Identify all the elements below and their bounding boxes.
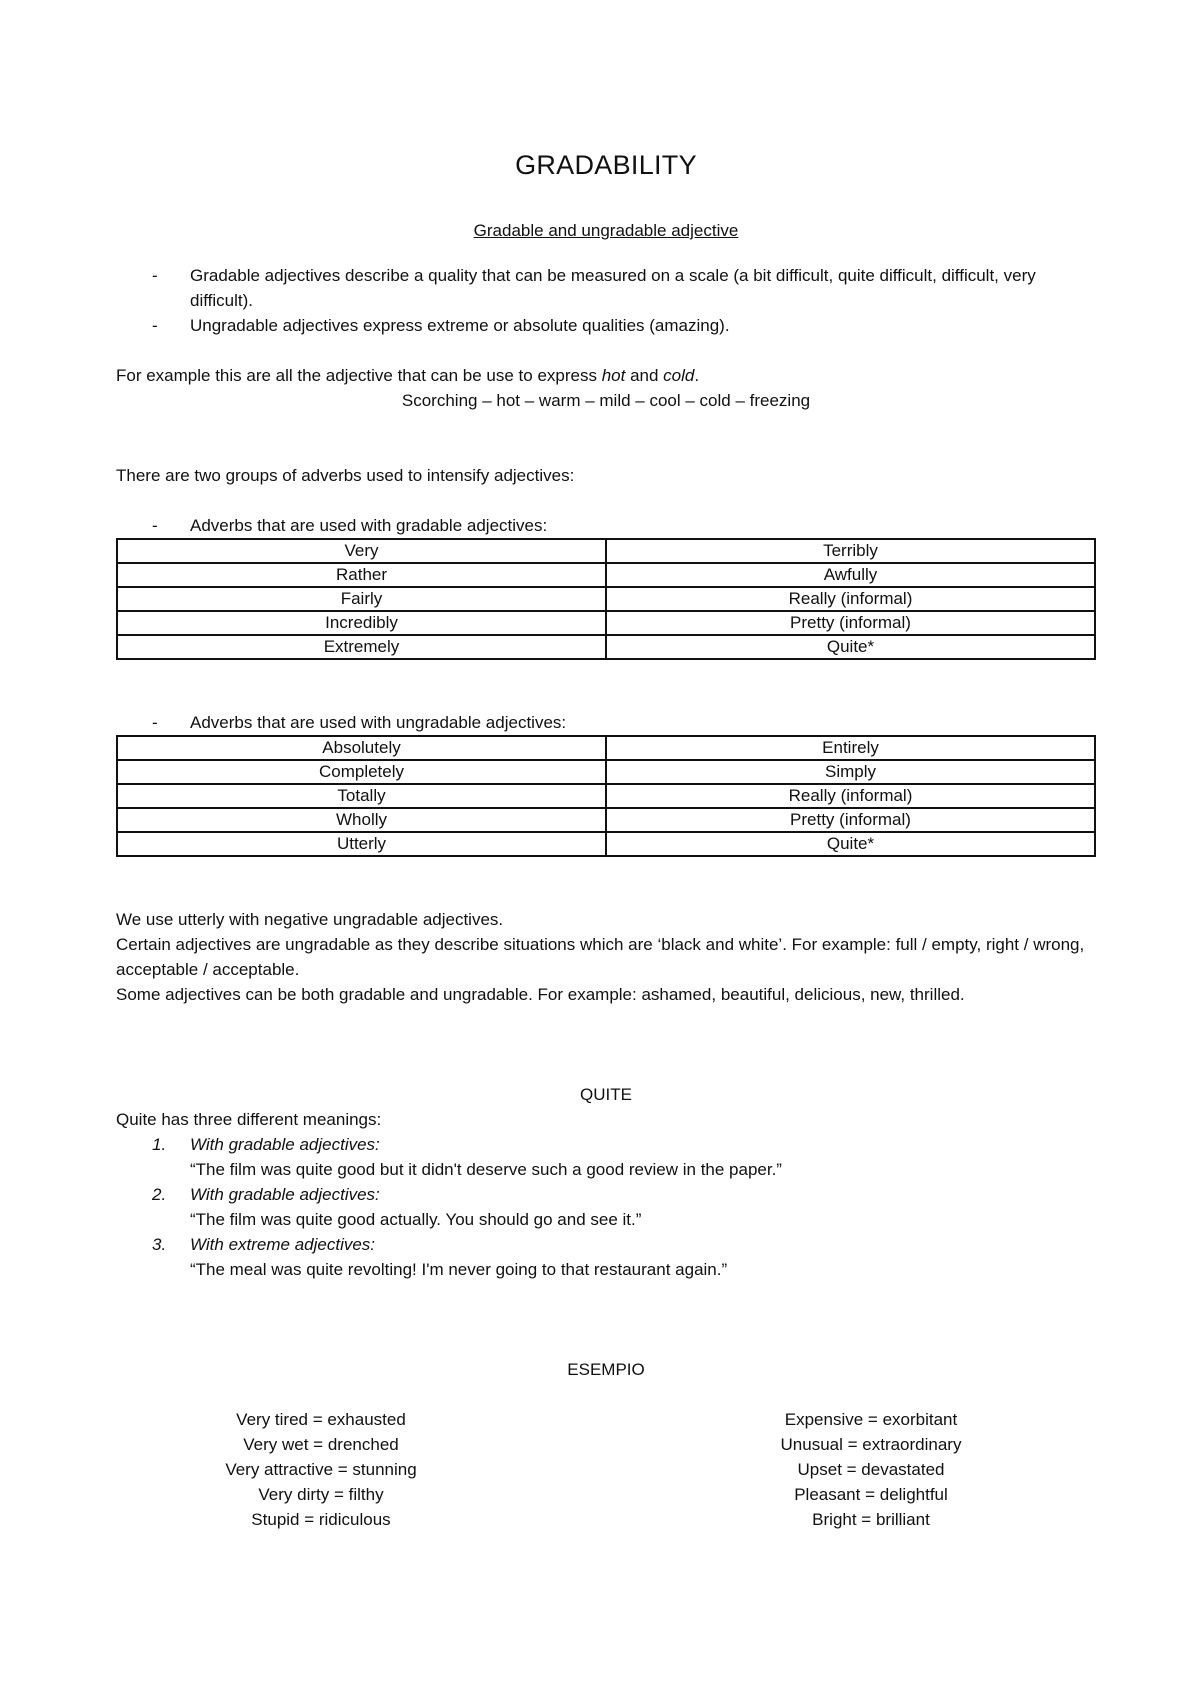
note-utterly: We use utterly with negative ungradable adjectives. bbox=[116, 910, 504, 929]
table-row bbox=[117, 784, 1095, 808]
table-cell: Fairly bbox=[117, 587, 606, 611]
example-prefix: For example this are all the adjective that can be use to express bbox=[116, 366, 602, 385]
table-row bbox=[117, 832, 1095, 856]
table-cell: Quite* bbox=[606, 832, 1095, 856]
gradable-adverbs-table bbox=[116, 538, 1096, 660]
table-cell: Incredibly bbox=[117, 611, 606, 635]
table-cell: Rather bbox=[117, 563, 606, 587]
table-row bbox=[117, 736, 1095, 760]
intro-list bbox=[116, 263, 1096, 338]
example-sentence bbox=[116, 363, 1096, 388]
item-number: 3. bbox=[152, 1235, 167, 1254]
item-label: With gradable adjectives: bbox=[190, 1135, 380, 1154]
item-number: 2. bbox=[152, 1185, 167, 1204]
intro-point: - Ungradable adjectives express extreme or absolute qualities (amazing). bbox=[116, 313, 1096, 338]
example-pair: Very tired = exhausted bbox=[236, 1410, 406, 1429]
item-quote: “The meal was quite revolting! I'm never going to that restaurant again.” bbox=[190, 1260, 728, 1279]
table-cell: Extremely bbox=[117, 635, 606, 659]
example-and: and bbox=[625, 366, 664, 385]
page-title: GRADABILITY bbox=[515, 150, 697, 180]
quite-intro: Quite has three different meanings: bbox=[116, 1110, 382, 1129]
table-cell: Awfully bbox=[606, 563, 1095, 587]
table-cell: Entirely bbox=[606, 736, 1095, 760]
table-cell: Quite* bbox=[606, 635, 1095, 659]
gradable-heading: - Adverbs that are used with gradable adjectives: bbox=[116, 513, 1096, 538]
table-cell: Absolutely bbox=[117, 736, 606, 760]
example-pair: Very dirty = filthy bbox=[258, 1485, 384, 1504]
item-number: 1. bbox=[152, 1135, 167, 1154]
table-row bbox=[117, 539, 1095, 563]
document-content bbox=[116, 148, 1096, 1532]
example-pair: Pleasant = delightful bbox=[794, 1485, 948, 1504]
note-black-and-white: Certain adjectives are ungradable as they describe situations which are ‘black and white’. For example: full / empty, right / wrong, acceptable / acceptable. bbox=[116, 935, 1085, 979]
gradable-heading-list bbox=[116, 513, 1096, 538]
table-row bbox=[117, 587, 1095, 611]
table-cell: Utterly bbox=[117, 832, 606, 856]
table-row bbox=[117, 611, 1095, 635]
example-pair: Unusual = extraordinary bbox=[780, 1435, 962, 1454]
table-cell: Completely bbox=[117, 760, 606, 784]
note-both: Some adjectives can be both gradable and ungradable. For example: ashamed, beautiful, delicious, new, thrilled. bbox=[116, 985, 965, 1004]
item-quote: “The film was quite good actually. You should go and see it.” bbox=[190, 1210, 642, 1229]
esempio-heading: ESEMPIO bbox=[567, 1360, 645, 1379]
list-item bbox=[116, 1182, 1096, 1232]
intro-point: - Gradable adjectives describe a quality that can be measured on a scale (a bit difficult, quite difficult, difficult, very difficult). bbox=[116, 263, 1096, 313]
quite-meanings-list bbox=[116, 1132, 1096, 1282]
groups-intro: There are two groups of adverbs used to intensify adjectives: bbox=[116, 466, 575, 485]
table-cell: Really (informal) bbox=[606, 587, 1095, 611]
table-row bbox=[117, 563, 1095, 587]
table-cell: Pretty (informal) bbox=[606, 808, 1095, 832]
examples-columns bbox=[116, 1407, 1096, 1532]
table-cell: Simply bbox=[606, 760, 1095, 784]
ungradable-adverbs-table bbox=[116, 735, 1096, 857]
table-cell: Totally bbox=[117, 784, 606, 808]
example-word-hot: hot bbox=[601, 366, 626, 385]
example-pair: Very wet = drenched bbox=[243, 1435, 399, 1454]
example-pair: Stupid = ridiculous bbox=[251, 1510, 391, 1529]
temperature-scale: Scorching – hot – warm – mild – cool – cold – freezing bbox=[401, 391, 811, 410]
item-label: With gradable adjectives: bbox=[190, 1185, 380, 1204]
example-pair: Expensive = exorbitant bbox=[784, 1410, 958, 1429]
ungradable-heading-list bbox=[116, 710, 1096, 735]
table-row bbox=[117, 760, 1095, 784]
list-item bbox=[116, 1232, 1096, 1282]
table-cell: Terribly bbox=[606, 539, 1095, 563]
example-pair: Bright = brilliant bbox=[812, 1510, 930, 1529]
example-word-cold: cold bbox=[663, 366, 695, 385]
table-cell: Really (informal) bbox=[606, 784, 1095, 808]
item-quote: “The film was quite good but it didn't deserve such a good review in the paper.” bbox=[190, 1160, 782, 1179]
quite-heading: QUITE bbox=[580, 1085, 632, 1104]
item-label: With extreme adjectives: bbox=[190, 1235, 376, 1254]
examples-right-column bbox=[606, 1407, 1096, 1532]
examples-left-column bbox=[116, 1407, 606, 1532]
table-cell: Pretty (informal) bbox=[606, 611, 1095, 635]
section-subtitle: Gradable and ungradable adjective bbox=[473, 221, 739, 240]
example-pair: Upset = devastated bbox=[797, 1460, 945, 1479]
table-row bbox=[117, 808, 1095, 832]
table-row bbox=[117, 635, 1095, 659]
example-pair: Very attractive = stunning bbox=[225, 1460, 417, 1479]
table-cell: Wholly bbox=[117, 808, 606, 832]
example-suffix: . bbox=[694, 366, 700, 385]
list-item bbox=[116, 1132, 1096, 1182]
table-cell: Very bbox=[117, 539, 606, 563]
ungradable-heading: - Adverbs that are used with ungradable adjectives: bbox=[116, 710, 1096, 735]
